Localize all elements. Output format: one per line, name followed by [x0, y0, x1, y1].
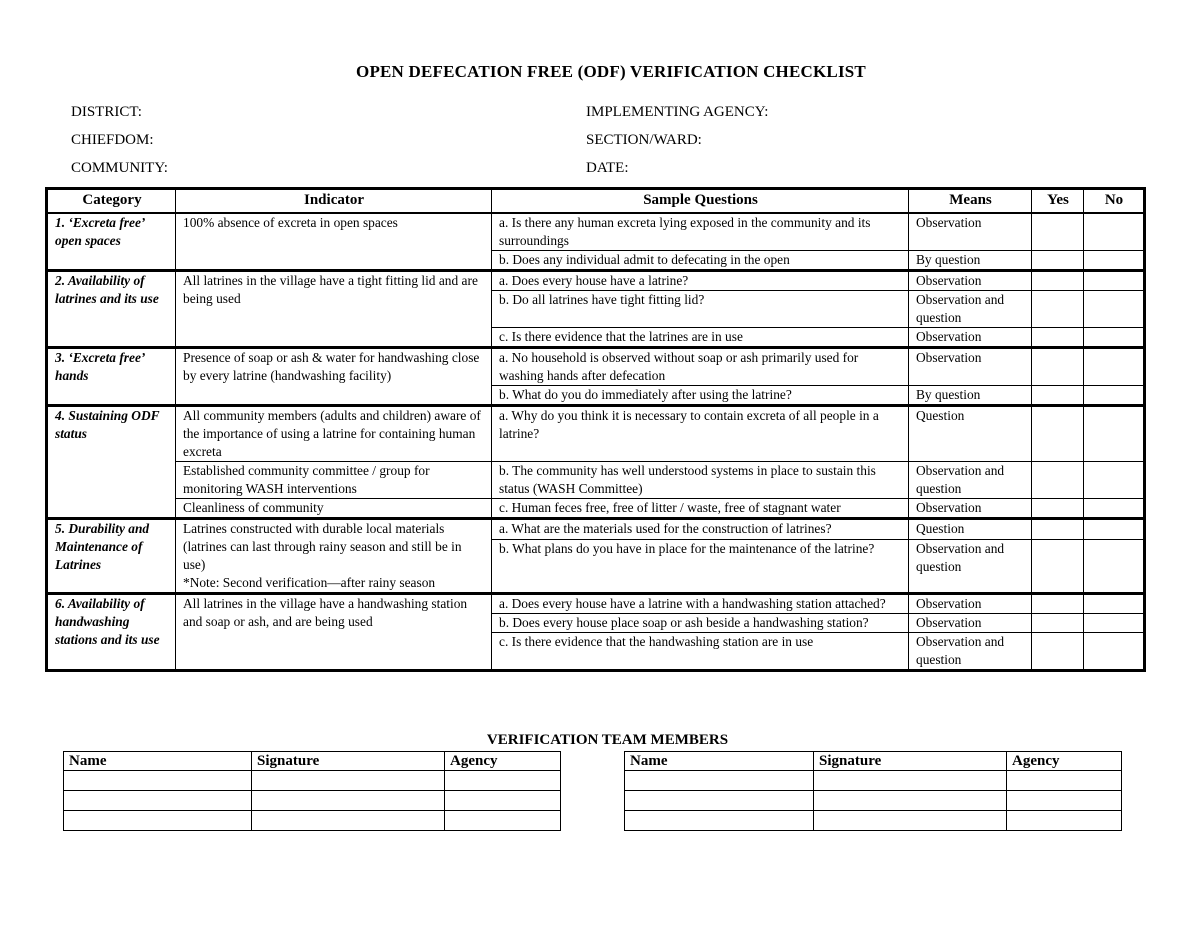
header-no: No — [1084, 189, 1145, 214]
category-cell: 2. Availability of latrines and its use — [47, 271, 176, 348]
question-cell: c. Human feces free, free of litter / waste, free of stagnant water — [492, 499, 909, 519]
implementing-agency-label: IMPLEMENTING AGENCY: — [586, 104, 769, 120]
team-row — [625, 791, 1122, 811]
yes-checkbox-cell[interactable] — [1032, 251, 1084, 271]
signature-entry[interactable] — [814, 771, 1007, 791]
no-checkbox-cell[interactable] — [1084, 328, 1145, 348]
team-section-title: VERIFICATION TEAM MEMBERS — [486, 732, 729, 748]
table-row — [47, 519, 1145, 540]
question-cell: c. Is there evidence that the latrines are in use — [492, 328, 909, 348]
means-cell: Observation — [909, 271, 1032, 291]
team-header-row — [64, 752, 561, 771]
indicator-cell: All latrines in the village have a handwashing station and soap or ash, and are being used — [176, 594, 492, 671]
question-cell: b. Does every house place soap or ash beside a handwashing station? — [492, 614, 909, 633]
header-sample-questions: Sample Questions — [492, 189, 909, 214]
signature-entry[interactable] — [252, 771, 445, 791]
no-checkbox-cell[interactable] — [1084, 633, 1145, 671]
signature-entry[interactable] — [814, 811, 1007, 831]
header-row — [47, 189, 1145, 214]
no-checkbox-cell[interactable] — [1084, 462, 1145, 499]
category-cell: 1. ‘Excreta free’ open spaces — [47, 213, 176, 271]
team-row — [64, 771, 561, 791]
name-entry[interactable] — [64, 811, 252, 831]
indicator-cell: 100% absence of excreta in open spaces — [176, 213, 492, 271]
category-cell: 6. Availability of handwashing stations and its use — [47, 594, 176, 671]
yes-checkbox-cell[interactable] — [1032, 271, 1084, 291]
page-title: OPEN DEFECATION FREE (ODF) VERIFICATION CHECKLIST — [356, 62, 866, 81]
no-checkbox-cell[interactable] — [1084, 614, 1145, 633]
agency-entry[interactable] — [1007, 811, 1122, 831]
team-header-agency: Agency — [445, 752, 561, 771]
means-cell: Observation — [909, 348, 1032, 386]
means-cell: Observation — [909, 499, 1032, 519]
means-cell: By question — [909, 386, 1032, 406]
no-checkbox-cell[interactable] — [1084, 499, 1145, 519]
no-checkbox-cell[interactable] — [1084, 519, 1145, 540]
indicator-text: Latrines constructed with durable local materials (latrines can last through rainy season and still be in use) — [183, 521, 462, 572]
indicator-cell: Cleanliness of community — [176, 499, 492, 519]
question-cell: a. Why do you think it is necessary to contain excreta of all people in a latrine? — [492, 406, 909, 462]
no-checkbox-cell[interactable] — [1084, 291, 1145, 328]
agency-entry[interactable] — [445, 811, 561, 831]
no-checkbox-cell[interactable] — [1084, 406, 1145, 462]
table-row — [47, 406, 1145, 462]
no-checkbox-cell[interactable] — [1084, 348, 1145, 386]
means-cell: Question — [909, 406, 1032, 462]
means-cell: Observation — [909, 614, 1032, 633]
table-row — [47, 499, 1145, 519]
team-header-agency: Agency — [1007, 752, 1122, 771]
means-cell: Observation and question — [909, 633, 1032, 671]
section-ward-label: SECTION/WARD: — [586, 132, 702, 148]
table-row — [47, 213, 1145, 251]
yes-checkbox-cell[interactable] — [1032, 348, 1084, 386]
team-row — [625, 811, 1122, 831]
means-cell: Observation and question — [909, 540, 1032, 594]
yes-checkbox-cell[interactable] — [1032, 213, 1084, 251]
yes-checkbox-cell[interactable] — [1032, 386, 1084, 406]
header-means: Means — [909, 189, 1032, 214]
name-entry[interactable] — [64, 791, 252, 811]
agency-entry[interactable] — [445, 771, 561, 791]
table-row — [47, 348, 1145, 386]
signature-entry[interactable] — [252, 791, 445, 811]
yes-checkbox-cell[interactable] — [1032, 594, 1084, 614]
agency-entry[interactable] — [1007, 771, 1122, 791]
yes-checkbox-cell[interactable] — [1032, 462, 1084, 499]
indicator-cell — [176, 519, 492, 594]
table-row — [47, 462, 1145, 499]
category-cell: 5. Durability and Maintenance of Latrines — [47, 519, 176, 594]
team-header-name: Name — [64, 752, 252, 771]
date-label: DATE: — [586, 160, 629, 176]
header-category: Category — [47, 189, 176, 214]
indicator-cell: All latrines in the village have a tight fitting lid and are being used — [176, 271, 492, 348]
name-entry[interactable] — [64, 771, 252, 791]
team-table-right — [624, 751, 1122, 831]
header-yes: Yes — [1032, 189, 1084, 214]
district-label: DISTRICT: — [71, 104, 142, 120]
no-checkbox-cell[interactable] — [1084, 251, 1145, 271]
signature-entry[interactable] — [814, 791, 1007, 811]
category-cell: 3. ‘Excreta free’ hands — [47, 348, 176, 406]
question-cell: a. Does every house have a latrine? — [492, 271, 909, 291]
agency-entry[interactable] — [445, 791, 561, 811]
yes-checkbox-cell[interactable] — [1032, 633, 1084, 671]
indicator-cell: Established community committee / group for monitoring WASH interventions — [176, 462, 492, 499]
agency-entry[interactable] — [1007, 791, 1122, 811]
yes-checkbox-cell[interactable] — [1032, 614, 1084, 633]
name-entry[interactable] — [625, 771, 814, 791]
yes-checkbox-cell[interactable] — [1032, 519, 1084, 540]
indicator-cell: Presence of soap or ash & water for handwashing close by every latrine (handwashing facility) — [176, 348, 492, 406]
header-indicator: Indicator — [176, 189, 492, 214]
yes-checkbox-cell[interactable] — [1032, 406, 1084, 462]
means-cell: Observation and question — [909, 462, 1032, 499]
question-cell: b. Does any individual admit to defecating in the open — [492, 251, 909, 271]
indicator-cell: All community members (adults and children) aware of the importance of using a latrine for containing human excreta — [176, 406, 492, 462]
team-header-signature: Signature — [814, 752, 1007, 771]
means-cell: Observation — [909, 213, 1032, 251]
checklist-table — [45, 187, 1146, 672]
team-table-left — [63, 751, 561, 831]
no-checkbox-cell[interactable] — [1084, 271, 1145, 291]
team-header-signature: Signature — [252, 752, 445, 771]
question-cell: b. What do you do immediately after using the latrine? — [492, 386, 909, 406]
category-cell: 4. Sustaining ODF status — [47, 406, 176, 519]
no-checkbox-cell[interactable] — [1084, 386, 1145, 406]
yes-checkbox-cell[interactable] — [1032, 291, 1084, 328]
question-cell: b. What plans do you have in place for the maintenance of the latrine? — [492, 540, 909, 594]
no-checkbox-cell[interactable] — [1084, 540, 1145, 594]
team-row — [625, 771, 1122, 791]
signature-entry[interactable] — [252, 811, 445, 831]
chiefdom-label: CHIEFDOM: — [71, 132, 154, 148]
means-cell: By question — [909, 251, 1032, 271]
means-cell: Observation — [909, 328, 1032, 348]
means-cell: Observation — [909, 594, 1032, 614]
community-label: COMMUNITY: — [71, 160, 168, 176]
team-row — [64, 811, 561, 831]
table-row — [47, 594, 1145, 614]
yes-checkbox-cell[interactable] — [1032, 328, 1084, 348]
question-cell: c. Is there evidence that the handwashing station are in use — [492, 633, 909, 671]
question-cell: a. What are the materials used for the construction of latrines? — [492, 519, 909, 540]
question-cell: a. Does every house have a latrine with a handwashing station attached? — [492, 594, 909, 614]
no-checkbox-cell[interactable] — [1084, 213, 1145, 251]
question-cell: a. Is there any human excreta lying exposed in the community and its surroundings — [492, 213, 909, 251]
team-header-row — [625, 752, 1122, 771]
team-header-name: Name — [625, 752, 814, 771]
question-cell: a. No household is observed without soap or ash primarily used for washing hands after defecation — [492, 348, 909, 386]
question-cell: b. Do all latrines have tight fitting lid? — [492, 291, 909, 328]
means-cell: Question — [909, 519, 1032, 540]
yes-checkbox-cell[interactable] — [1032, 499, 1084, 519]
table-row — [47, 271, 1145, 291]
question-cell: b. The community has well understood systems in place to sustain this status (WASH Committee) — [492, 462, 909, 499]
name-entry[interactable] — [625, 811, 814, 831]
team-row — [64, 791, 561, 811]
yes-checkbox-cell[interactable] — [1032, 540, 1084, 594]
indicator-note: *Note: Second verification—after rainy season — [183, 575, 436, 590]
name-entry[interactable] — [625, 791, 814, 811]
means-cell: Observation and question — [909, 291, 1032, 328]
no-checkbox-cell[interactable] — [1084, 594, 1145, 614]
